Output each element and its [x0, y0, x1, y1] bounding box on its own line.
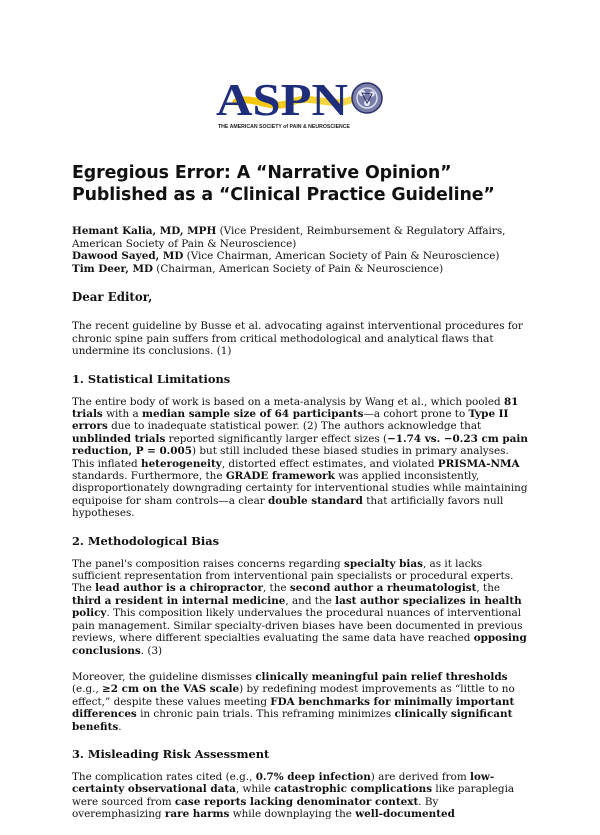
- text-run: The panel's composition raises concerns regarding: [72, 557, 344, 570]
- text-run: . By overemphasizing: [72, 795, 439, 821]
- author-name: Hemant Kalia, MD, MPH: [72, 225, 217, 237]
- bold-text: unblinded trials: [72, 432, 166, 445]
- text-run: The recent guideline by Busse et al. advocating against interventional procedures for chronic spine pain suffers from critical methodological and analytical flaws that undermine its conclusions. (1): [72, 320, 523, 358]
- bold-text: FDA benchmarks for minimally important differences: [72, 695, 515, 721]
- text-run: ) are derived from: [370, 770, 471, 783]
- section-heading: 1. Statistical Limitations: [72, 371, 231, 386]
- logo-wordmark: ASPN: [216, 74, 348, 125]
- text-run: The entire body of work is based on a meta-analysis by Wang et al., which pooled: [72, 395, 504, 408]
- bold-text: catastrophic complications: [274, 783, 433, 796]
- author-line: [72, 250, 530, 263]
- bold-text: clinically significant benefits: [72, 708, 513, 733]
- text-run: . (3): [140, 644, 163, 657]
- body-paragraph: [72, 396, 530, 520]
- text-run: , while: [235, 783, 275, 796]
- section-heading: 3. Misleading Risk Assessment: [72, 746, 270, 761]
- bold-text: opposing conclusions: [72, 632, 527, 657]
- bold-text: GRADE framework: [225, 470, 335, 483]
- logo-subtitle: THE AMERICAN SOCIETY of PAIN & NEUROSCIENCE: [218, 124, 351, 130]
- text-run: (e.g.,: [72, 683, 103, 696]
- text-run: , distorted effect estimates, and violated: [221, 457, 438, 470]
- bold-text: second author a rheumatologist: [289, 582, 477, 595]
- letter-body: [72, 162, 530, 835]
- bold-text: Type II errors: [72, 408, 509, 433]
- text-run: reported significantly larger effect sizes (: [165, 432, 388, 445]
- text-run: due to inadequate statistical power. (2) The authors acknowledge that: [107, 420, 482, 433]
- text-run: Moreover, the guideline dismisses: [72, 670, 256, 683]
- section-heading: 2. Methodological Bias: [72, 533, 219, 548]
- author-name: Tim Deer, MD: [72, 262, 153, 275]
- text-run: while downplaying the: [229, 808, 356, 821]
- body-paragraph: [72, 771, 530, 821]
- text-run: .: [118, 720, 122, 733]
- bold-text: median sample size of 64 participants: [141, 408, 364, 420]
- aspn-logo-graphic: [214, 72, 386, 134]
- bold-text: lead author is a chiropractor: [95, 582, 263, 595]
- author-affiliation: (Vice President, Reimbursement & Regulatory Affairs, American Society of Pain & Neuroscience): [72, 225, 506, 250]
- bold-text: specialty bias: [344, 557, 423, 570]
- letter-title: Egregious Error: A “Narrative Opinion” Published as a “Clinical Practice Guideline”: [72, 163, 495, 205]
- salutation: Dear Editor,: [72, 290, 153, 305]
- bold-text: case reports lacking denominator context: [174, 795, 419, 808]
- text-run: in chronic pain trials. This reframing minimizes: [136, 708, 395, 721]
- body-paragraph: [72, 558, 530, 657]
- aspn-emblem-icon: [352, 83, 382, 113]
- bold-text: heterogeneity: [141, 457, 222, 470]
- body-paragraph: [72, 320, 530, 357]
- author-affiliation: (Chairman, American Society of Pain & Neuroscience): [153, 262, 444, 275]
- text-run: —a cohort prone to: [363, 408, 469, 420]
- bold-text: 0.7% deep infection: [255, 770, 371, 783]
- bold-text: rare harms: [164, 808, 230, 821]
- text-run: like paraplegia were sourced from: [72, 783, 515, 808]
- text-run: was applied inconsistently, disproportionately downgrading certainty for interventional studies while maintaining equipoise for sham controls—a clear: [72, 470, 528, 507]
- bold-text: clinically meaningful pain relief thresholds: [255, 670, 508, 683]
- bold-text: third a resident in internal medicine: [72, 594, 286, 607]
- bold-text: −1.74 vs. −0.23 cm pain reduction, P = 0.005: [72, 432, 528, 458]
- bold-text: double standard: [268, 494, 363, 507]
- bold-text: 81 trials: [72, 395, 519, 420]
- bold-text: well-documented: [355, 808, 455, 821]
- text-run: ) but still included these biased studies in primary analyses. This inflated: [72, 445, 509, 470]
- author-affiliation: (Vice Chairman, American Society of Pain & Neuroscience): [183, 250, 500, 263]
- aspn-logo: [214, 72, 386, 134]
- author-line: [72, 225, 530, 250]
- text-run: , as it lacks sufficient representation from interventional pain specialists or procedural experts. The: [72, 557, 514, 595]
- text-run: standards. Furthermore, the: [72, 470, 226, 483]
- text-run: , the: [262, 582, 290, 595]
- text-run: , the: [476, 582, 501, 595]
- bold-text: low-certainty observational data: [72, 770, 495, 796]
- text-run: ) by redefining modest improvements as “little to no effect,” despite these values meeting: [72, 683, 515, 708]
- bold-text: ≥2 cm on the VAS scale: [102, 683, 240, 696]
- author-line: [72, 263, 530, 276]
- bold-text: last author specializes in health policy: [72, 594, 522, 620]
- letter-sections: [72, 320, 530, 820]
- text-run: with a: [102, 408, 142, 420]
- bold-text: PRISMA-NMA: [437, 457, 520, 470]
- text-run: that artificially favors null hypotheses.: [72, 494, 504, 520]
- text-run: The complication rates cited (e.g.,: [72, 770, 256, 783]
- author-list: [72, 225, 530, 275]
- body-paragraph: [72, 671, 530, 733]
- text-run: , and the: [285, 594, 336, 607]
- text-run: . This composition likely undervalues the procedural nuances of interventional pain management. Similar specialty-driven biases have been documented in previous reviews, where different specialties evaluating the same data have reached: [72, 607, 523, 645]
- author-name: Dawood Sayed, MD: [72, 250, 184, 263]
